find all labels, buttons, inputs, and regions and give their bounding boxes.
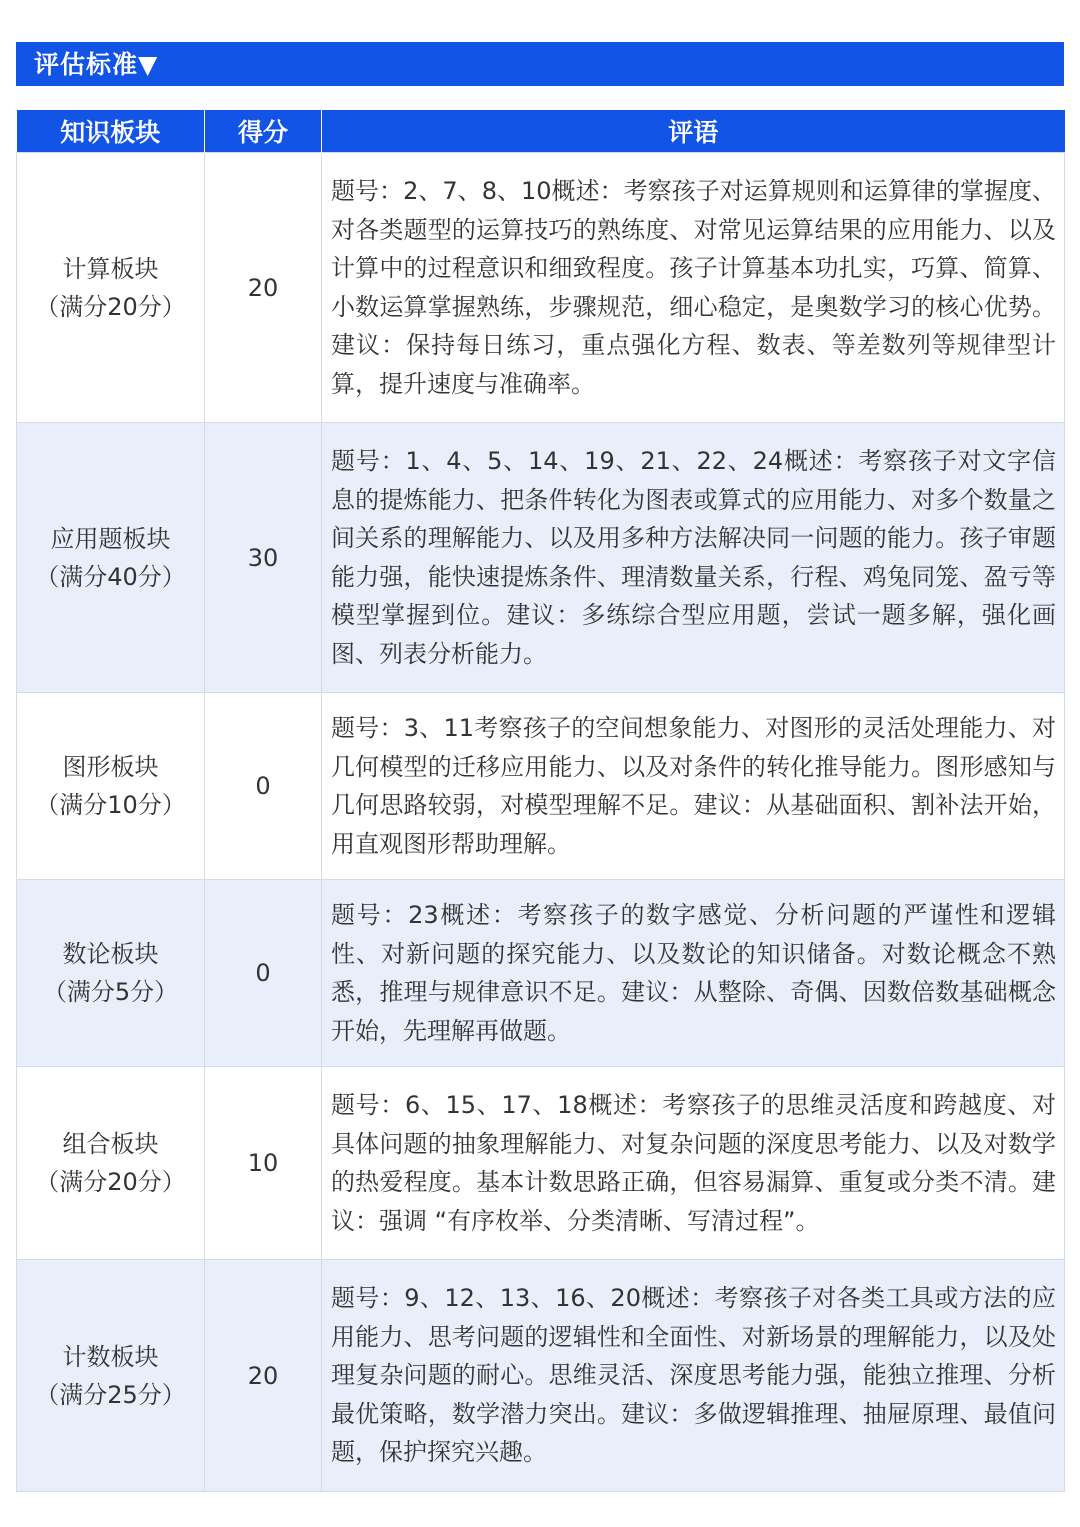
table-row bbox=[17, 153, 1065, 423]
score-cell: 10 bbox=[205, 1067, 322, 1260]
table-row bbox=[17, 880, 1065, 1067]
module-cell bbox=[17, 693, 205, 880]
module-name: 组合板块 bbox=[62, 1130, 159, 1158]
module-name: 数论板块 bbox=[62, 940, 159, 968]
score-cell: 30 bbox=[205, 423, 322, 693]
module-full-score: （满分5分） bbox=[42, 978, 179, 1006]
module-full-score: （满分20分） bbox=[35, 1168, 186, 1196]
module-name: 应用题板块 bbox=[50, 524, 171, 553]
comment-cell: 题号：1、4、5、14、19、21、22、24概述：考察孩子对文字信息的提炼能力、把条件转化为图表或算式的应用能力、对多个数量之间关系的理解能力、以及用多种方法解决同一问题的能力。孩子审题能力强，能快速提炼条件、理清数量关系，行程、鸡兔同笼、盈亏等模型掌握到位。建议：多练综合型应用题，尝试一题多解，强化画图、列表分析能力。 bbox=[322, 423, 1065, 693]
table-row bbox=[17, 1260, 1065, 1492]
comment-cell: 题号：2、7、8、10概述：考察孩子对运算规则和运算律的掌握度、对各类题型的运算技巧的熟练度、对常见运算结果的应用能力、以及计算中的过程意识和细致程度。孩子计算基本功扎实，巧算、简算、小数运算掌握熟练，步骤规范，细心稳定，是奥数学习的核心优势。建议：保持每日练习，重点强化方程、数表、等差数列等规律型计算，提升速度与准确率。 bbox=[322, 153, 1065, 423]
comment-cell: 题号：23概述：考察孩子的数字感觉、分析问题的严谨性和逻辑性、对新问题的探究能力、以及数论的知识储备。对数论概念不熟悉，推理与规律意识不足。建议：从整除、奇偶、因数倍数基础概念开始，先理解再做题。 bbox=[322, 880, 1065, 1067]
module-full-score: （满分40分） bbox=[35, 562, 186, 591]
module-full-score: （满分20分） bbox=[35, 292, 186, 321]
score-cell: 0 bbox=[205, 880, 322, 1067]
score-cell: 20 bbox=[205, 153, 322, 423]
score-cell: 0 bbox=[205, 693, 322, 880]
module-name: 计数板块 bbox=[62, 1342, 159, 1371]
table-row bbox=[17, 693, 1065, 880]
comment-cell: 题号：6、15、17、18概述：考察孩子的思维灵活度和跨越度、对具体问题的抽象理解能力、对复杂问题的深度思考能力、以及对数学的热爱程度。基本计数思路正确，但容易漏算、重复或分类不清。建议：强调 “有序枚举、分类清晰、写清过程”。 bbox=[322, 1067, 1065, 1260]
module-cell bbox=[17, 153, 205, 423]
module-cell bbox=[17, 880, 205, 1067]
header-score: 得分 bbox=[205, 110, 322, 153]
header-comment: 评语 bbox=[322, 110, 1065, 153]
module-cell bbox=[17, 1260, 205, 1492]
module-full-score: （满分10分） bbox=[35, 791, 186, 819]
module-full-score: （满分25分） bbox=[35, 1380, 186, 1409]
table-header-row bbox=[17, 110, 1065, 153]
table-row bbox=[17, 423, 1065, 693]
module-name: 图形板块 bbox=[62, 753, 159, 781]
table-row bbox=[17, 1067, 1065, 1260]
module-name: 计算板块 bbox=[62, 254, 159, 283]
comment-cell: 题号：9、12、13、16、20概述：考察孩子对各类工具或方法的应用能力、思考问题的逻辑性和全面性、对新场景的理解能力，以及处理复杂问题的耐心。思维灵活、深度思考能力强，能独立推理、分析最优策略，数学潜力突出。建议：多做逻辑推理、抽屉原理、最值问题，保护探究兴趣。 bbox=[322, 1260, 1065, 1492]
header-module: 知识板块 bbox=[17, 110, 205, 153]
evaluation-table bbox=[16, 110, 1065, 1492]
score-cell: 20 bbox=[205, 1260, 322, 1492]
section-title: 评估标准▼ bbox=[16, 42, 1064, 86]
module-cell bbox=[17, 1067, 205, 1260]
comment-cell: 题号：3、11考察孩子的空间想象能力、对图形的灵活处理能力、对几何模型的迁移应用能力、以及对条件的转化推导能力。图形感知与几何思路较弱，对模型理解不足。建议：从基础面积、割补法开始，用直观图形帮助理解。 bbox=[322, 693, 1065, 880]
module-cell bbox=[17, 423, 205, 693]
